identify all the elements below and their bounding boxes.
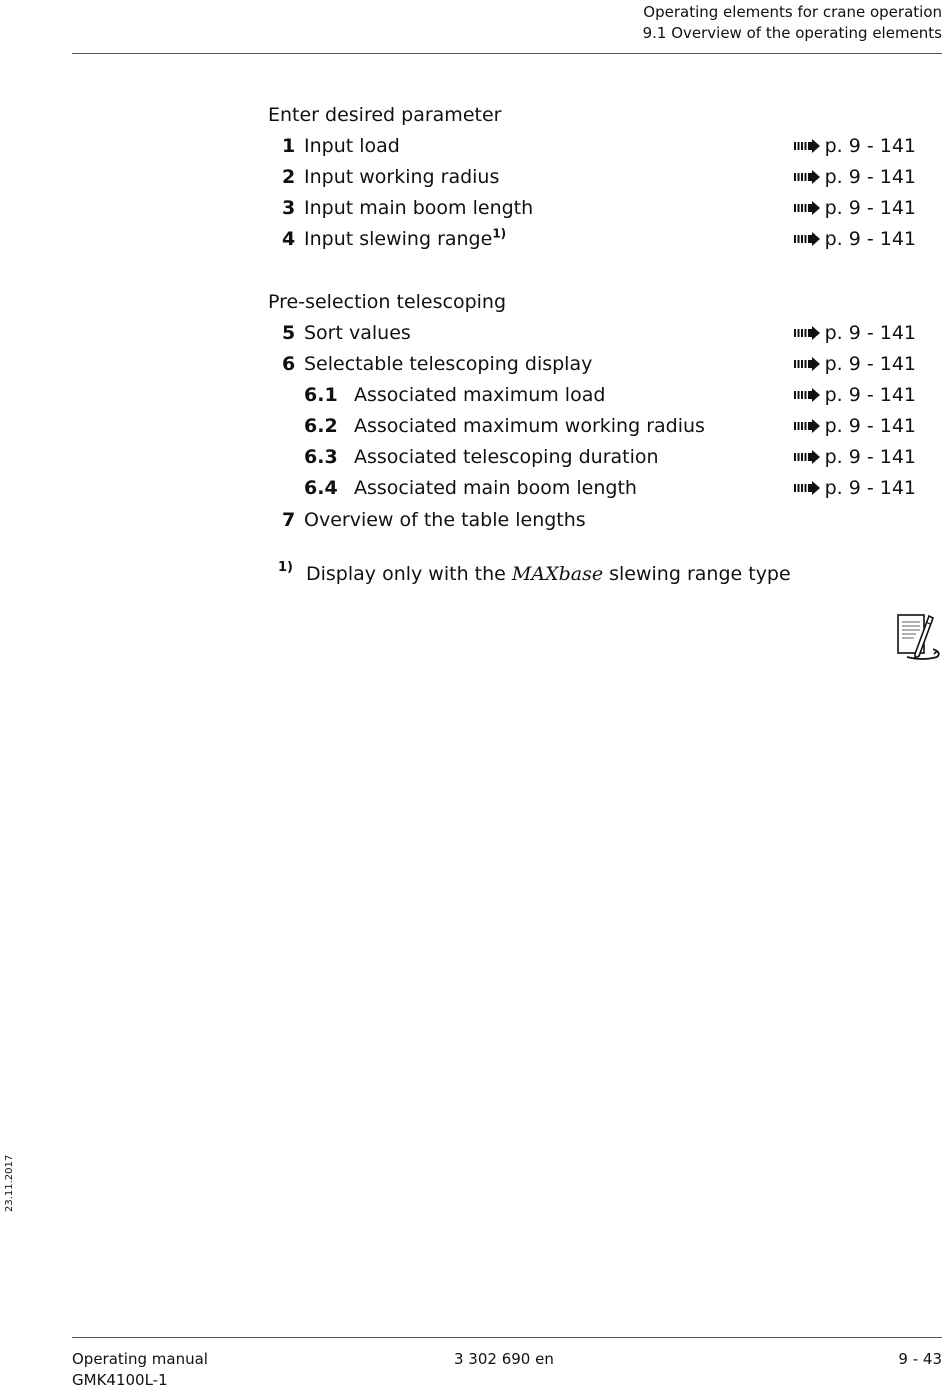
item-label: Associated telescoping duration [354,446,659,468]
revision-date: 23.11.2017 [4,1154,15,1212]
list-item [268,164,916,190]
item-label: Associated maximum load [354,384,606,406]
page-reference[interactable] [794,320,916,346]
footer-doc-number: 3 302 690 en [454,1350,554,1368]
page-reference-text: p. 9 - 141 [824,415,916,437]
notepad-pen-icon [893,612,943,664]
section-title: 9.1 Overview of the operating elements [642,24,942,42]
item-number: 6.4 [304,477,338,499]
list-item [268,475,916,501]
page-reference-arrow-icon [794,326,820,340]
footnote-marker: 1) [492,226,507,241]
item-label: Sort values [304,322,411,344]
enter-section-title: Enter desired parameter [268,104,502,126]
page-reference[interactable] [794,164,916,190]
page-reference-arrow-icon [794,419,820,433]
list-item [268,226,916,252]
footnote-marker: 1) [278,560,293,575]
item-number: 3 [282,197,296,219]
item-number: 5 [282,322,296,344]
list-item [268,351,916,377]
list-item [268,133,916,159]
page-reference[interactable] [794,351,916,377]
item-number: 6 [282,353,296,375]
page-reference-text: p. 9 - 141 [824,446,916,468]
list-item [268,507,916,533]
item-number: 1 [282,135,296,157]
item-number: 4 [282,228,296,250]
page-reference-arrow-icon [794,139,820,153]
footer-doc-type: Operating manual [72,1350,208,1368]
list-item [268,413,916,439]
item-label: Associated maximum working radius [354,415,705,437]
item-number: 6.2 [304,415,338,437]
item-label: Selectable telescoping display [304,353,593,375]
footnote-text-after: slewing range type [609,563,791,585]
item-label-text: Input slewing range [304,228,493,250]
page-reference-arrow-icon [794,170,820,184]
page-reference-text: p. 9 - 141 [824,135,916,157]
page-reference[interactable] [794,195,916,221]
list-item [268,195,916,221]
page-reference-text: p. 9 - 141 [824,166,916,188]
page-reference[interactable] [794,444,916,470]
chapter-title: Operating elements for crane operation [643,3,942,21]
page-reference-text: p. 9 - 141 [824,384,916,406]
page-reference-arrow-icon [794,201,820,215]
item-number: 7 [282,509,296,531]
list-item [268,444,916,470]
page-reference[interactable] [794,382,916,408]
page-reference-text: p. 9 - 141 [824,228,916,250]
preselect-section-title: Pre-selection telescoping [268,291,507,313]
page-reference[interactable] [794,475,916,501]
item-label: Input load [304,135,400,157]
page-reference-arrow-icon [794,388,820,402]
item-label [304,226,506,252]
page-reference-arrow-icon [794,481,820,495]
footer-divider [72,1337,942,1338]
header-divider [72,53,942,54]
page-reference[interactable] [794,226,916,252]
list-item [268,320,916,346]
page-reference-text: p. 9 - 141 [824,197,916,219]
page-reference-text: p. 9 - 141 [824,353,916,375]
item-number: 6.1 [304,384,338,406]
page-header [643,2,942,44]
page-reference[interactable] [794,413,916,439]
item-number: 2 [282,166,296,188]
page-reference[interactable] [794,133,916,159]
footer-model: GMK4100L-1 [72,1371,168,1389]
page-reference-arrow-icon [794,450,820,464]
item-label: Input main boom length [304,197,534,219]
footer-page-number: 9 - 43 [898,1350,942,1368]
footnote-text-before: Display only with the [306,563,506,585]
page-reference-arrow-icon [794,232,820,246]
page-reference-text: p. 9 - 141 [824,477,916,499]
list-item [268,382,916,408]
item-label: Input working radius [304,166,500,188]
footer-left [72,1349,208,1391]
item-number: 6.3 [304,446,338,468]
footnote-brand: MAXbase [511,563,604,585]
page-reference-text: p. 9 - 141 [824,322,916,344]
item-label: Overview of the table lengths [304,509,586,531]
footnote-text [306,561,791,587]
item-label: Associated main boom length [354,477,637,499]
page-reference-arrow-icon [794,357,820,371]
